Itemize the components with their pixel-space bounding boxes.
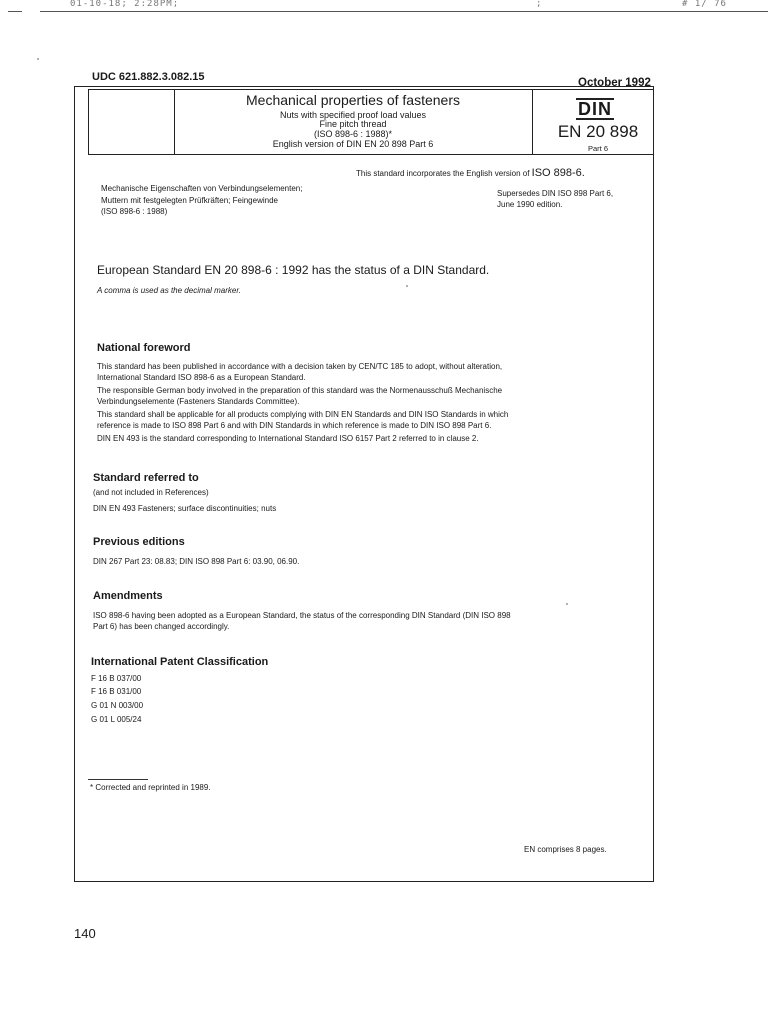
- fax-separator: ;: [536, 0, 542, 9]
- document-subtitle-2: Fine pitch thread: [319, 119, 387, 129]
- supersedes-line-1: Supersedes DIN ISO 898 Part 6,: [497, 189, 614, 198]
- fax-header-rule: [40, 11, 768, 12]
- patent-code: F 16 B 037/00: [91, 674, 142, 683]
- footnote-rule: [88, 779, 148, 780]
- foreword-line: International Standard ISO 898-6 as a European Standard.: [97, 373, 306, 382]
- page-count-note: EN comprises 8 pages.: [524, 845, 607, 854]
- incorporates-note: [356, 167, 585, 179]
- foreword-line: The responsible German body involved in the preparation of this standard was the Normenausschuß Mechanische: [97, 386, 503, 395]
- footnote: * Corrected and reprinted in 1989.: [90, 783, 211, 792]
- previous-editions-heading: Previous editions: [93, 536, 185, 548]
- scan-speck: [566, 603, 568, 605]
- title-block-divider-left: [174, 89, 175, 155]
- foreword-line: This standard has been published in accordance with a decision taken by CEN/TC 185 to adopt, without alteration,: [97, 362, 503, 371]
- document-subtitle-4: English version of DIN EN 20 898 Part 6: [272, 139, 434, 149]
- fax-header-rule-stub: [8, 11, 22, 12]
- foreword-line: DIN EN 493 is the standard corresponding to International Standard ISO 6157 Part 2 referred to in clause 2.: [97, 434, 479, 443]
- amendments-heading: Amendments: [93, 590, 163, 602]
- fax-page-counter: # 1/ 76: [682, 0, 727, 9]
- german-title-line-1: Mechanische Eigenschaften von Verbindungselementen;: [101, 184, 303, 193]
- patent-code: F 16 B 031/00: [91, 687, 142, 696]
- din-standard-number: EN 20 898: [557, 122, 639, 141]
- fax-timestamp: 01-10-18; 2:28PM;: [70, 0, 180, 9]
- page-number: 140: [74, 926, 96, 941]
- udc-code: UDC 621.882.3.082.15: [92, 71, 205, 83]
- foreword-line: Verbindungselemente (Fasteners Standards Committee).: [97, 397, 300, 406]
- din-part-label: Part 6: [587, 144, 608, 153]
- incorporates-reference: ISO 898-6.: [531, 167, 585, 179]
- status-statement: European Standard EN 20 898-6 : 1992 has the status of a DIN Standard.: [97, 263, 490, 277]
- amendments-line: Part 6) has been changed accordingly.: [93, 622, 230, 631]
- publication-date: October 1992: [578, 77, 651, 89]
- national-foreword-heading: National foreword: [97, 342, 191, 354]
- decimal-marker-note: A comma is used as the decimal marker.: [97, 286, 241, 295]
- standard-referred-subheading: (and not included in References): [93, 488, 209, 497]
- foreword-line: This standard shall be applicable for all products complying with DIN EN Standards and DIN ISO Standards in which: [97, 410, 509, 419]
- previous-editions-entry: DIN 267 Part 23: 08.83; DIN ISO 898 Part 6: 03.90, 06.90.: [93, 557, 300, 566]
- standard-referred-heading: Standard referred to: [93, 472, 199, 484]
- standard-referred-entry: DIN EN 493 Fasteners; surface discontinuities; nuts: [93, 504, 277, 513]
- amendments-line: ISO 898-6 having been adopted as a European Standard, the status of the corresponding DIN Standard (DIN ISO 898: [93, 611, 511, 620]
- german-title-line-2: Muttern mit festgelegten Prüfkräften; Feingewinde: [101, 196, 278, 205]
- fax-header: [0, 0, 768, 14]
- title-block-divider-right: [532, 89, 533, 155]
- document-subtitle-3: (ISO 898-6 : 1988)*: [313, 129, 393, 139]
- foreword-line: reference is made to ISO 898 Part 6 and with DIN Standards in which reference is made to DIN ISO 898 Part 6.: [97, 421, 492, 430]
- patent-code: G 01 L 005/24: [91, 715, 142, 724]
- supersedes-line-2: June 1990 edition.: [497, 200, 563, 209]
- scan-speck: [406, 285, 408, 287]
- incorporates-text: This standard incorporates the English version of: [356, 169, 532, 178]
- scan-speck: [37, 58, 39, 60]
- patent-classification-heading: International Patent Classification: [91, 656, 269, 668]
- document-frame: [74, 86, 654, 882]
- document-title: Mechanical properties of fasteners: [246, 92, 460, 108]
- patent-code: G 01 N 003/00: [91, 701, 144, 710]
- german-title-line-3: (ISO 898-6 : 1988): [101, 207, 168, 216]
- document-subtitle-1: Nuts with specified proof load values: [279, 110, 427, 120]
- din-logo: DIN: [578, 99, 612, 119]
